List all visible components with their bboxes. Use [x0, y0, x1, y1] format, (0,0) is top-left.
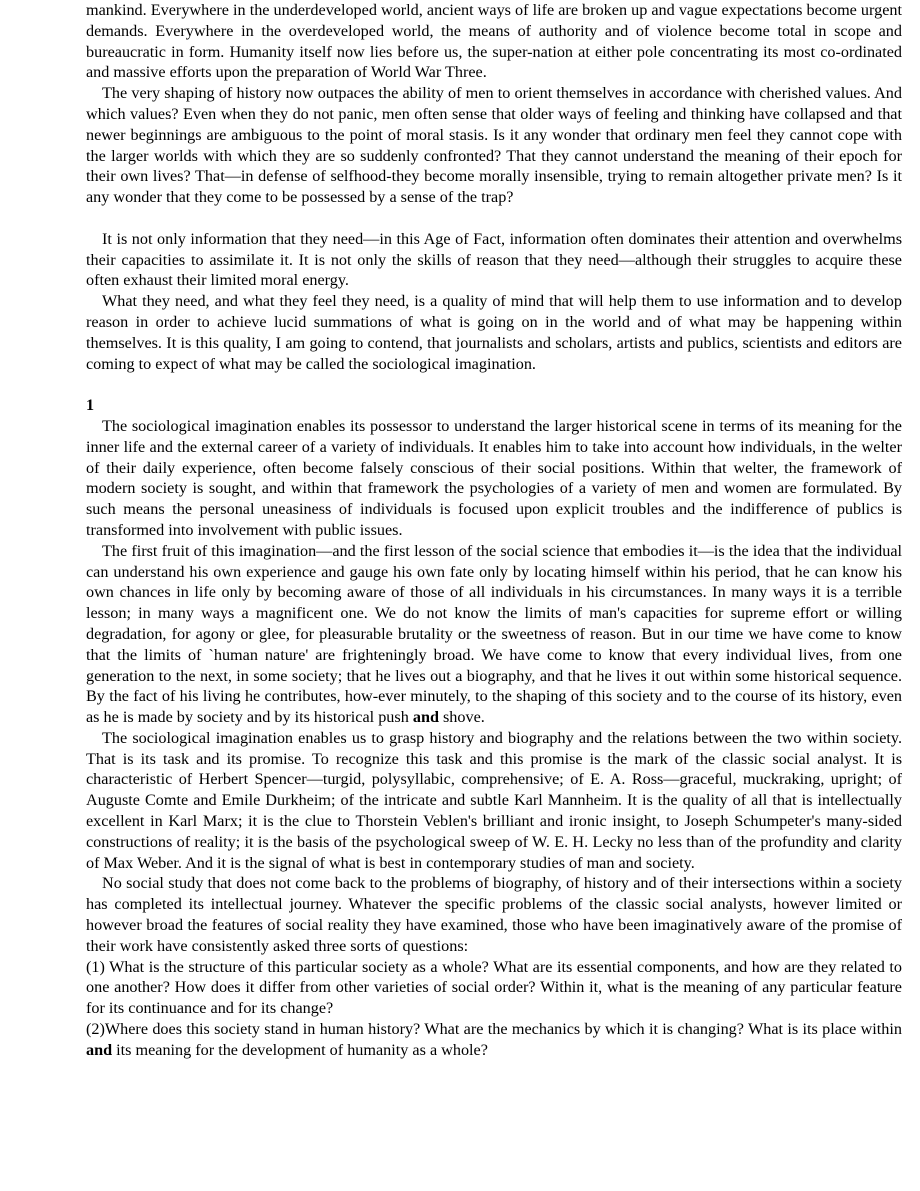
section-paragraph-2-end: shove.	[438, 708, 485, 727]
need-paragraph-1: It is not only information that they need—in this Age of Fact, information often dominates their attention and overwhelms their capacities to assimilate it. It is not only the skills of reason that they need—although their struggles to acquire these often exhaust their limited moral energy.	[86, 229, 902, 290]
section-paragraph-4: No social study that does not come back to the problems of biography, of history and of their intersections within a society has completed its intellectual journey. Whatever the specific problems of the classic social analysts, however limited or however broad the features of social reality they have examined, those who have been imaginatively aware of the promise of their work have consistently asked three sorts of questions:	[86, 874, 902, 955]
question-2-text: (2)Where does this society stand in human history? What are the mechanics by which it is changing? What is its place within	[86, 1020, 902, 1039]
bold-and-1: and	[412, 708, 439, 727]
section-paragraph-2	[86, 541, 902, 728]
section-paragraph-1: The sociological imagination enables its possessor to understand the larger historical scene in terms of its meaning for the inner life and the external career of a variety of individuals. It enables him to take into account how individuals, in the welter of their daily experience, often become falsely conscious of their social positions. Within that welter, the framework of modern society is sought, and within that framework the psychologies of a variety of men and women are formulated. By such means the personal uneasiness of individuals is focused upon explicit troubles and the indifference of publics is transformed into involvement with public issues.	[86, 416, 902, 539]
section-number: 1	[86, 396, 95, 415]
document-page	[86, 0, 902, 1061]
intro-paragraph-2: The very shaping of history now outpaces the ability of men to orient themselves in accordance with cherished values. And which values? Even when they do not panic, men often sense that older ways of feeling and thinking have collapsed and that newer beginnings are ambiguous to the point of moral stasis. Is it any wonder that ordinary men feel they cannot cope with the larger worlds with which they are so suddenly confronted? That they cannot understand the meaning of their epoch for their own lives? That—in defense of selfhood-they become morally insensible, trying to remain altogether private men? Is it any wonder that they come to be possessed by a sense of the trap?	[86, 84, 902, 207]
question-2	[86, 1019, 902, 1061]
section-paragraph-3: The sociological imagination enables us to grasp history and biography and the relations between the two within society. That is its task and its promise. To recognize this task and this promise is the mark of the classic social analyst. It is characteristic of Herbert Spencer—turgid, polysyllabic, comprehensive; of E. A. Ross—graceful, muckraking, upright; of Auguste Comte and Emile Durkheim; of the intricate and subtle Karl Mannheim. It is the quality of all that is intellectually excellent in Karl Marx; it is the clue to Thorstein Veblen's brilliant and ironic insight, to Joseph Schumpeter's many-sided constructions of reality; it is the basis of the psychological sweep of W. E. H. Lecky no less than of the profundity and clarity of Max Weber. And it is the signal of what is best in contemporary studies of man and society.	[86, 728, 902, 872]
question-2-end: its meaning for the development of humanity as a whole?	[112, 1040, 488, 1059]
paragraph-gap	[86, 208, 902, 229]
question-1: (1) What is the structure of this particular society as a whole? What are its essential components, and how are they related to one another? How does it differ from other varieties of social order? Within it, what is the meaning of any particular feature for its continuance and for its change?	[86, 957, 902, 1018]
bold-and-2: and	[86, 1040, 113, 1059]
need-paragraph-2: What they need, and what they feel they need, is a quality of mind that will help them to use information and to develop reason in order to achieve lucid summations of what is going on in the world and of what may be happening within themselves. It is this quality, I am going to contend, that journalists and scholars, artists and publics, scientists and editors are coming to expect of what may be called the sociological imagination.	[86, 292, 902, 373]
section-gap	[86, 374, 902, 395]
section-paragraph-2-text: The first fruit of this imagination—and the first lesson of the social science that embodies it—is the idea that the individual can understand his own experience and gauge his own fate only by locating himself within his period, that he can know his own chances in life only by becoming aware of those of all individuals in his circumstances. In many ways it is a terrible lesson; in many ways a magnificent one. We do not know the limits of man's capacities for supreme effort or willing degradation, for agony or glee, for pleasurable brutality or the sweetness of reason. But in our time we have come to know that the limits of `human nature' are frighteningly broad. We have come to know that every individual lives, from one generation to the next, in some society; that he lives out a biography, and that he lives it out within some historical sequence. By the fact of his living he contributes, how-ever minutely, to the shaping of this society and to the course of its history, even as he is made by society and by its historical push	[86, 541, 902, 727]
intro-paragraph-1: mankind. Everywhere in the underdeveloped world, ancient ways of life are broken up and vague expectations become urgent demands. Everywhere in the overdeveloped world, the means of authority and of violence become total in scope and bureaucratic in form. Humanity itself now lies before us, the super-nation at either pole concentrating its most co-ordinated and massive efforts upon the preparation of World War Three.	[86, 1, 902, 82]
